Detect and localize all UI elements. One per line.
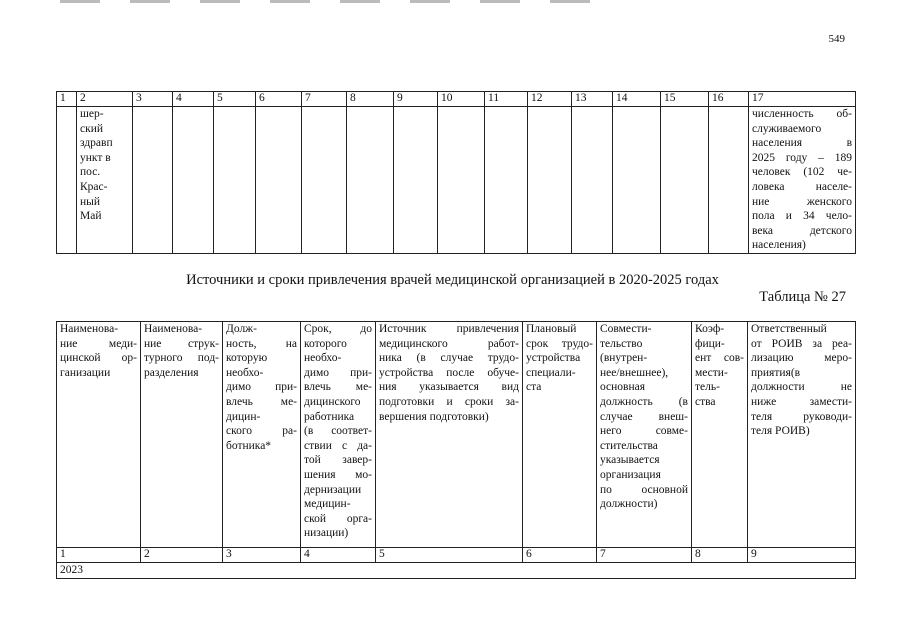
cell-line: влечь ме-: [226, 395, 297, 408]
cell-line: нее/внешнее),: [600, 366, 669, 379]
cell-line: подготовки и сроки за-: [379, 395, 519, 408]
cell-line: пола и 34 чело-: [752, 210, 852, 223]
cell-line: должности не: [751, 381, 852, 394]
header-cell: [692, 322, 748, 548]
col-number: 3: [133, 92, 173, 107]
cell-line: разделения: [144, 366, 199, 379]
column-number-row: [57, 92, 856, 107]
cell-line: ника (в случае трудо-: [379, 352, 519, 365]
cell-line: от РОИВ за реа-: [751, 337, 852, 350]
cell-line: основная: [600, 381, 646, 394]
cell-line: ния указывается вид: [379, 381, 519, 394]
cell-line: Плановый: [526, 323, 577, 335]
cell-line: (внутрен-: [600, 352, 648, 365]
col-number: 1: [57, 92, 77, 107]
header-cell: [376, 322, 523, 548]
cell-line: низации): [304, 527, 349, 540]
cell-line: которого: [304, 337, 347, 350]
col-number: 15: [661, 92, 709, 107]
cell-line: дицин-: [226, 410, 261, 423]
cell-line: Источник привлечения: [379, 323, 519, 335]
col-number: 3: [223, 548, 301, 563]
col-number: 6: [256, 92, 302, 107]
column-number-row: [57, 548, 856, 563]
cell-line: 2025 году – 189: [752, 151, 852, 164]
col-number: 17: [749, 92, 856, 107]
top-edge-artifact: [60, 0, 620, 3]
cell-line: ловека населе-: [752, 180, 852, 193]
header-cell: [597, 322, 692, 548]
cell-line: ства: [695, 395, 716, 408]
cell-line: Совмести-: [600, 323, 652, 335]
col-number: 9: [748, 548, 856, 563]
cell-line: необхо-: [304, 352, 342, 365]
cell-line: Наименова-: [144, 323, 203, 335]
cell-line: лизацию меро-: [751, 352, 852, 365]
cell-line: приятия(в: [751, 366, 801, 379]
population-note-cell: [749, 107, 856, 254]
cell-line: ние меди-: [60, 337, 137, 350]
page-number: 549: [828, 33, 845, 45]
cell-line: специали-: [526, 366, 576, 379]
cell-line: указывается: [600, 454, 660, 467]
cell-line: дицинского: [304, 395, 361, 408]
header-cell: [57, 322, 141, 548]
col-number: 2: [141, 548, 223, 563]
cell-line: дернизации: [304, 483, 362, 496]
doctors-recruitment-table: [56, 321, 856, 579]
cell-line: срок трудо-: [526, 337, 593, 350]
table-caption: Источники и сроки привлечения врачей медицинской организацией в 2020-2025 годах: [186, 272, 719, 288]
col-number: 5: [376, 548, 523, 563]
cell-line: теля РОИВ): [751, 425, 810, 438]
cell-line: служиваемого: [752, 122, 822, 135]
cell-line: цинской ор-: [60, 352, 137, 365]
cell-line: фици-: [695, 337, 725, 350]
header-cell: [523, 322, 597, 548]
cell-line: по основной: [600, 483, 688, 496]
header-row: [57, 322, 856, 548]
col-number: 8: [347, 92, 394, 107]
cell-line: него совме-: [600, 425, 688, 438]
header-cell: [141, 322, 223, 548]
cell-line: ботника*: [226, 439, 272, 452]
cell-line: Срок, до: [304, 323, 372, 335]
cell-line: медицин-: [304, 498, 351, 511]
cell-line: ста: [526, 381, 542, 394]
cell-line: ент сов-: [695, 352, 744, 365]
col-number: 2: [77, 92, 133, 107]
cell-line: тельство: [600, 337, 643, 350]
cell-line: медицинского работ-: [379, 337, 519, 350]
col-number: 7: [597, 548, 692, 563]
cell-line: века детского: [752, 224, 852, 237]
col-number: 1: [57, 548, 141, 563]
cell-line: случае внеш-: [600, 410, 688, 423]
cell-line: организация: [600, 468, 661, 481]
year-cell: 2023: [57, 563, 856, 579]
cell-line: должности): [600, 498, 658, 511]
col-number: 6: [523, 548, 597, 563]
cell-line: (в соответ-: [304, 425, 372, 438]
cell-line: шения мо-: [304, 468, 372, 481]
cell-line: стительства: [600, 439, 658, 452]
cell-line: населения в: [752, 137, 852, 150]
facility-name-cell: шер- ский здравп ункт в пос. Крас- ный Май: [77, 107, 133, 254]
year-row: [57, 563, 856, 579]
cell-line: тель-: [695, 381, 720, 394]
cell-line: человек (102 че-: [752, 166, 852, 179]
cell-line: димо при-: [226, 381, 297, 394]
col-number: 4: [173, 92, 214, 107]
col-number: 10: [438, 92, 485, 107]
col-number: 8: [692, 548, 748, 563]
col-number: 13: [572, 92, 613, 107]
cell-line: ского ра-: [226, 425, 297, 438]
cell-line: ние женского: [752, 195, 852, 208]
col-number: 11: [485, 92, 528, 107]
col-number: 16: [709, 92, 749, 107]
cell-line: Ответственный: [751, 323, 827, 335]
cell-line: ние струк-: [144, 337, 219, 350]
cell-line: населения): [752, 239, 806, 252]
cell-line: должность (в: [600, 395, 688, 408]
cell-line: численность об-: [752, 108, 852, 120]
cell-line: Коэф-: [695, 323, 725, 335]
cell-line: мести-: [695, 366, 728, 379]
continuation-table: [56, 91, 856, 254]
cell-line: ской орга-: [304, 512, 372, 525]
cell-line: устройства: [526, 352, 581, 365]
cell-line: димо при-: [304, 366, 372, 379]
cell-line: устройства после обуче-: [379, 366, 519, 379]
header-cell: [748, 322, 856, 548]
cell-line: ность, на: [226, 337, 297, 350]
col-number: 9: [394, 92, 438, 107]
table-row: [57, 107, 856, 254]
cell-line: необхо-: [226, 366, 264, 379]
table-label: Таблица № 27: [759, 289, 846, 305]
col-number: 14: [613, 92, 661, 107]
col-number: 4: [301, 548, 376, 563]
header-cell: [223, 322, 301, 548]
cell-line: той завер-: [304, 454, 372, 467]
cell-line: ствии с да-: [304, 439, 372, 452]
cell-line: ганизации: [60, 366, 111, 379]
cell-line: ниже замести-: [751, 395, 852, 408]
cell-line: теля руководи-: [751, 410, 852, 423]
cell-line: Наименова-: [60, 323, 119, 335]
header-cell: [301, 322, 376, 548]
cell-line: Долж-: [226, 323, 257, 335]
cell-line: влечь ме-: [304, 381, 372, 394]
cell-line: турного под-: [144, 352, 219, 365]
cell-line: которую: [226, 352, 268, 365]
col-number: 12: [528, 92, 572, 107]
col-number: 7: [302, 92, 347, 107]
cell-line: вершения подготовки): [379, 410, 489, 423]
col-number: 5: [214, 92, 256, 107]
cell-line: работника: [304, 410, 355, 423]
